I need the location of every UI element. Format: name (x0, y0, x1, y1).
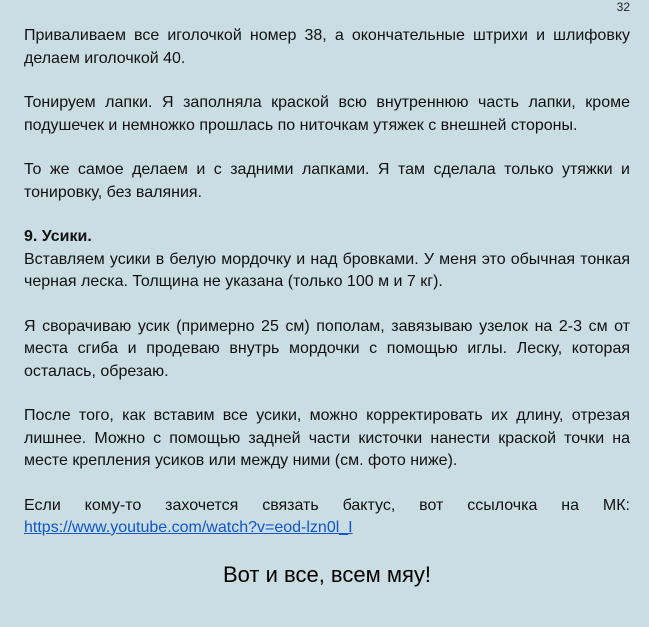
document-body (24, 25, 630, 590)
section-heading-whiskers: 9. Усики. (24, 228, 92, 245)
page-number: 32 (616, 0, 630, 14)
paragraph-toning-paws: Тонируем лапки. Я заполняла краской всю внутреннюю часть лапки, кроме подушечек и немножко прошлась по ниточкам утяжек с внешней стороны. (24, 94, 630, 134)
paragraph-trim-whiskers: После того, как вставим все усики, можно корректировать их длину, отрезая лишнее. Можно с помощью задней части кисточки нанести краской точки на месте крепления усиков или между ними (см. фото ниже). (24, 407, 630, 469)
paragraph-fold-whisker: Я сворачиваю усик (примерно 25 см) пополам, завязываю узелок на 2-3 см от места сгиба и продеваю внутрь мордочки с помощью иглы. Леску, которая осталась, обрезаю. (24, 317, 630, 380)
link-line (24, 517, 630, 540)
paragraph-insert-whiskers: Вставляем усики в белую мордочку и над бровками. У меня это обычная тонкая черная леска. Толщина не указана (только 100 м и 7 кг). (24, 250, 630, 290)
closing-line: Вот и все, всем мяу! (223, 561, 431, 587)
paragraph-baktus-link-intro: Если кому-то захочется связать бактус, вот ссылочка на МК: (24, 496, 630, 514)
paragraph-hind-paws: То же самое делаем и с задними лапками. Я там сделала только утяжки и тонировку, без валяния. (24, 161, 630, 201)
paragraph-needle-finishing: Приваливаем все иголочкой номер 38, а окончательные штрихи и шлифовку делаем иголочкой 40. (24, 27, 630, 67)
youtube-link[interactable]: https://www.youtube.com/watch?v=eod-lzn0l_I (24, 519, 353, 536)
